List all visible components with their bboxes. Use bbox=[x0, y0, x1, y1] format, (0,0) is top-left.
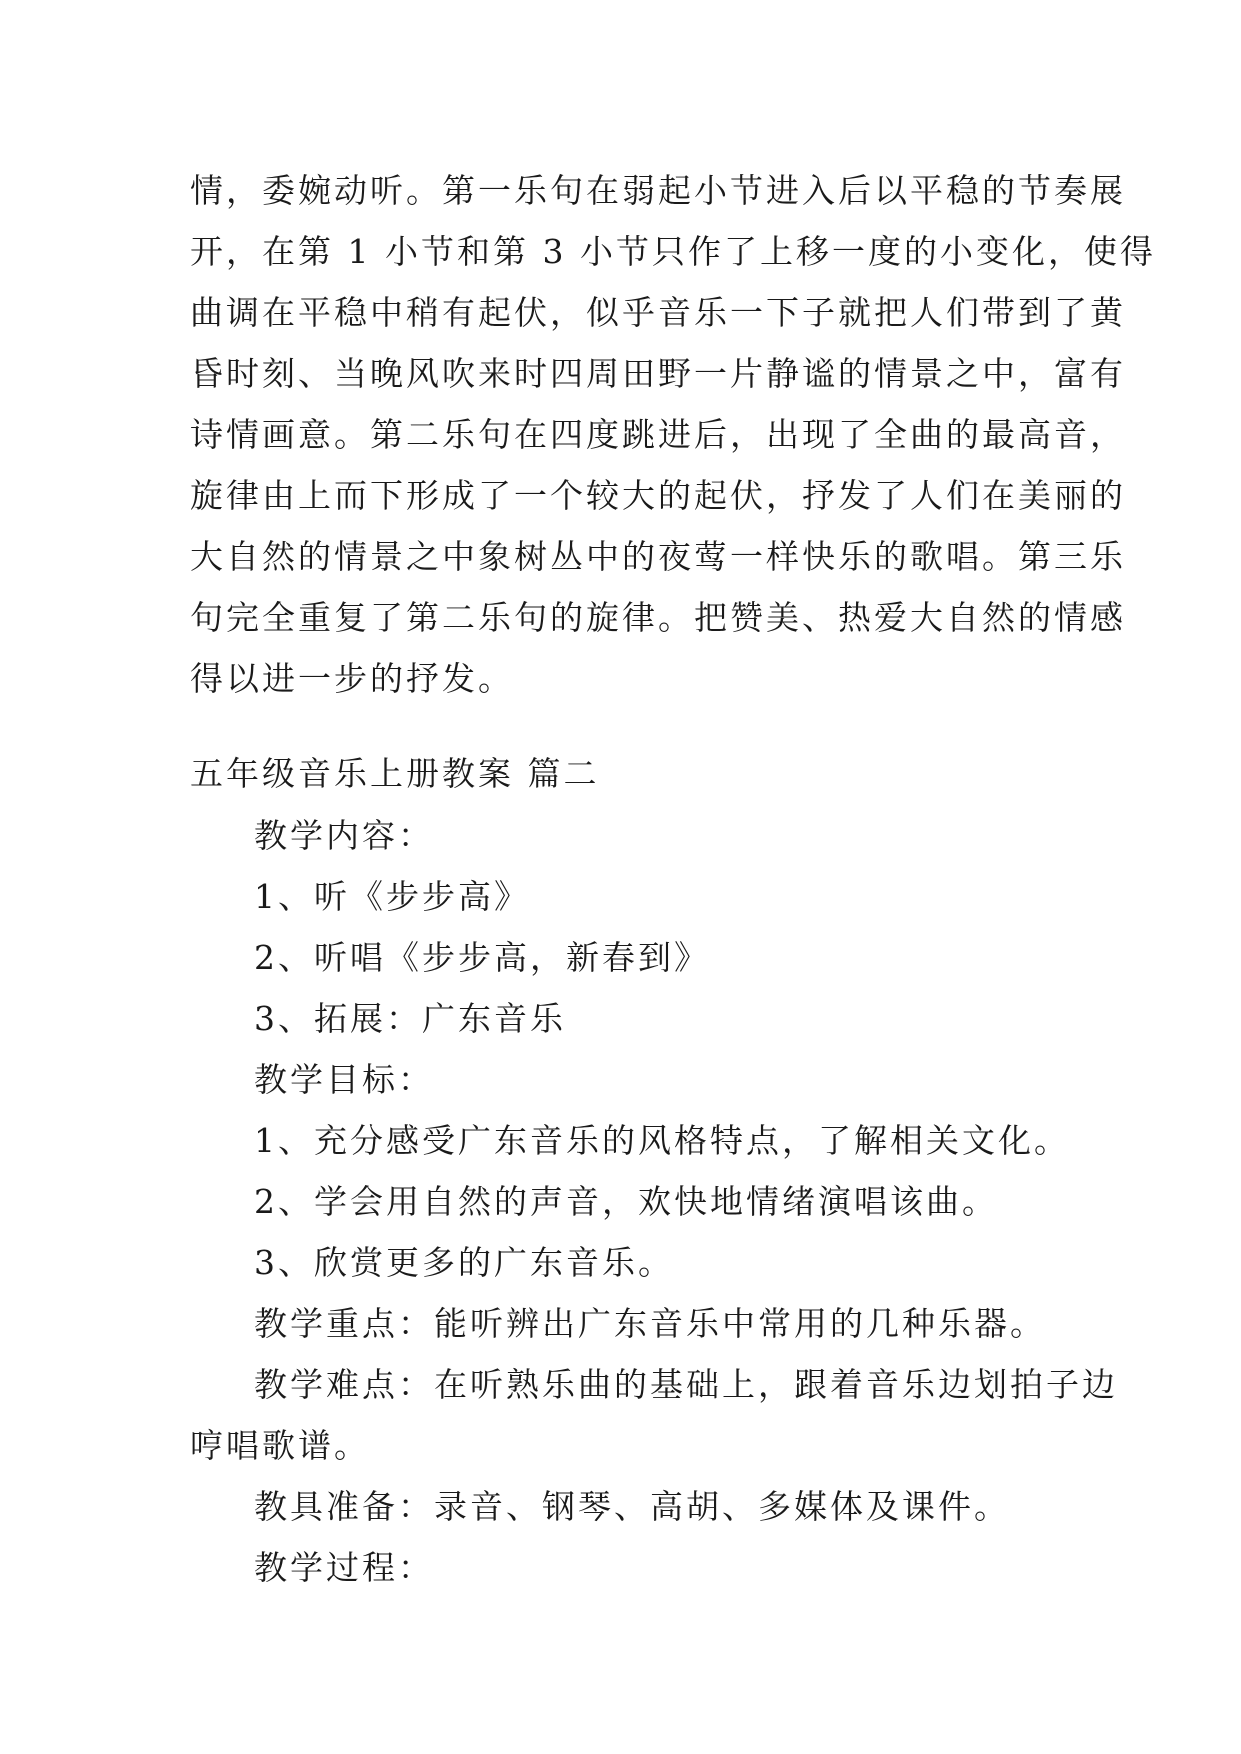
section-title: 五年级音乐上册教案 篇二 bbox=[190, 754, 600, 793]
paragraph-line: 旋律由上而下形成了一个较大的起伏，抒发了人们在美丽的 bbox=[190, 476, 1126, 515]
goal-item: 2、学会用自然的声音，欢快地情绪演唱该曲。 bbox=[254, 1182, 998, 1221]
paragraph-line: 诗情画意。第二乐句在四度跳进后，出现了全曲的最高音， bbox=[190, 415, 1126, 454]
content-item: 2、听唱《步步高，新春到》 bbox=[254, 938, 710, 977]
difficulty-line: 教学难点：在听熟乐曲的基础上，跟着音乐边划拍子边 bbox=[254, 1365, 1118, 1404]
goals-heading: 教学目标： bbox=[254, 1060, 434, 1099]
content-item: 3、拓展：广东音乐 bbox=[254, 999, 566, 1038]
paragraph-line: 开，在第 1 小节和第 3 小节只作了上移一度的小变化，使得 bbox=[190, 232, 1156, 271]
key-point: 教学重点：能听辨出广东音乐中常用的几种乐器。 bbox=[254, 1304, 1046, 1343]
paragraph-line: 得以进一步的抒发。 bbox=[190, 659, 514, 698]
content-heading: 教学内容： bbox=[254, 816, 434, 855]
intro-paragraph bbox=[190, 160, 1156, 709]
tools-line: 教具准备：录音、钢琴、高胡、多媒体及课件。 bbox=[254, 1487, 1010, 1526]
goal-item: 3、欣赏更多的广东音乐。 bbox=[254, 1243, 674, 1282]
content-item: 1、听《步步高》 bbox=[254, 877, 530, 916]
goal-item: 1、充分感受广东音乐的风格特点，了解相关文化。 bbox=[254, 1121, 1070, 1160]
process-heading: 教学过程： bbox=[254, 1548, 434, 1587]
lesson-plan-body bbox=[190, 805, 1118, 1598]
difficulty-line-continued: 哼唱歌谱。 bbox=[190, 1426, 370, 1465]
paragraph-line: 昏时刻、当晚风吹来时四周田野一片静谧的情景之中，富有 bbox=[190, 354, 1126, 393]
paragraph-line: 曲调在平稳中稍有起伏，似乎音乐一下子就把人们带到了黄 bbox=[190, 293, 1126, 332]
paragraph-line: 句完全重复了第二乐句的旋律。把赞美、热爱大自然的情感 bbox=[190, 598, 1126, 637]
paragraph-line: 大自然的情景之中象树丛中的夜莺一样快乐的歌唱。第三乐 bbox=[190, 537, 1126, 576]
paragraph-line: 情，委婉动听。第一乐句在弱起小节进入后以平稳的节奏展 bbox=[190, 171, 1126, 210]
